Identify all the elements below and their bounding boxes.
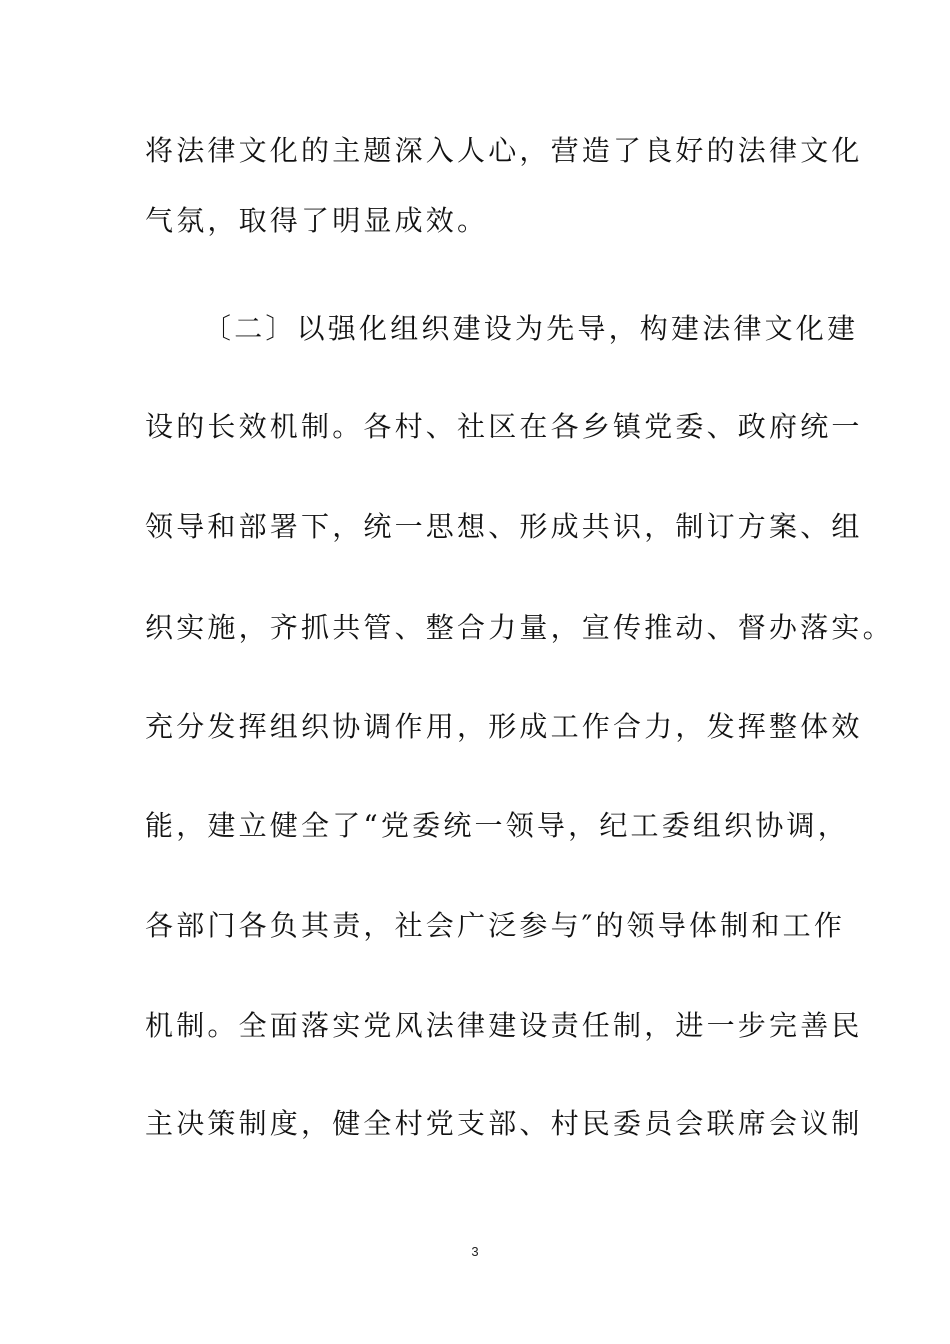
paragraph-line-2: 气氛，取得了明显成效。 — [145, 204, 489, 237]
paragraph-line-7: 充分发挥组织协调作用，形成工作合力，发挥整体效 — [145, 710, 863, 743]
section-heading-line: 〔二〕以强化组织建设为先导，构建法律文化建 — [203, 312, 859, 345]
paragraph-line-9: 各部门各负其责，社会广泛参与″的领导体制和工作 — [145, 909, 846, 942]
paragraph-line-6: 织实施，齐抓共管、整合力量，宣传推动、督办落实。 — [145, 611, 894, 644]
paragraph-line-11: 主决策制度，健全村党支部、村民委员会联席会议制 — [145, 1107, 863, 1140]
paragraph-line-5: 领导和部署下，统一思想、形成共识，制订方案、组 — [145, 510, 863, 543]
paragraph-line-4: 设的长效机制。各村、社区在各乡镇党委、政府统一 — [145, 410, 863, 443]
paragraph-line-8: 能，建立健全了“党委统一领导，纪工委组织协调， — [145, 809, 849, 842]
page-number: 3 — [471, 1244, 479, 1259]
paragraph-line-1: 将法律文化的主题深入人心，营造了良好的法律文化 — [145, 134, 863, 167]
paragraph-line-10: 机制。全面落实党风法律建设责任制，进一步完善民 — [145, 1009, 863, 1042]
